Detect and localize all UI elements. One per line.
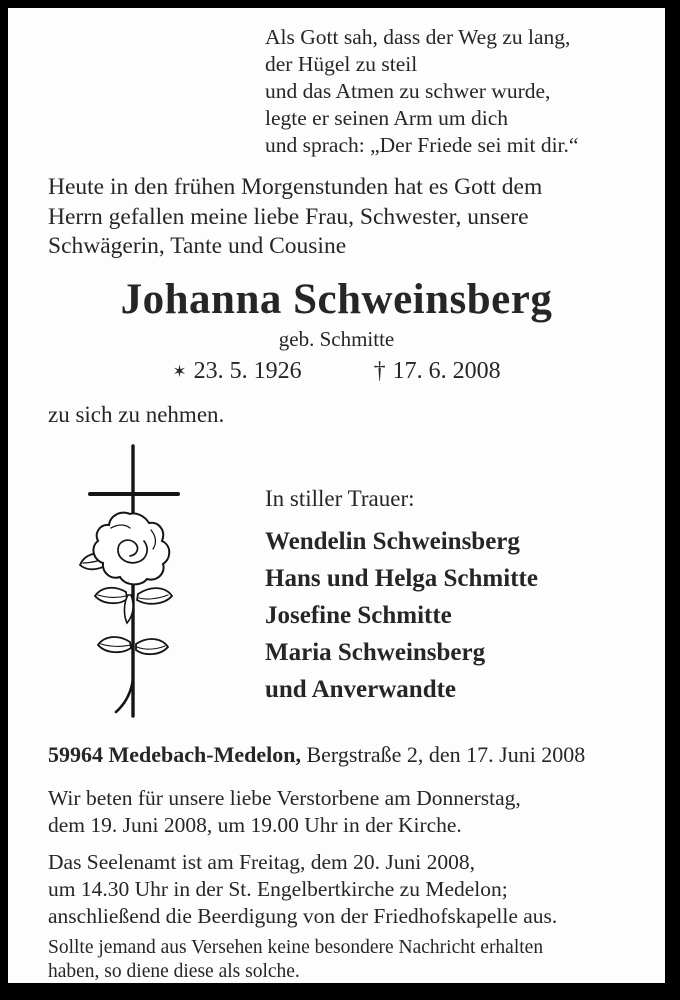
announcement-text — [48, 173, 645, 262]
mourner-name: Maria Schweinsberg — [265, 638, 486, 666]
prayer-line: Wir beten für unsere liebe Verstorbene am Donnerstag, — [48, 785, 521, 810]
notice-line: Sollte jemand aus Versehen keine besondere Nachricht erhalten — [48, 936, 544, 958]
poem-line: und sprach: „Der Friede sei mit dir.“ — [265, 133, 579, 157]
service-line: anschließend die Beerdigung von der Friedhofskapelle aus. — [48, 903, 558, 928]
service-line: um 14.30 Uhr in der St. Engelbertkirche zu Medelon; — [48, 876, 508, 901]
poem-line: Als Gott sah, dass der Weg zu lang, — [265, 25, 571, 49]
place-date-line — [48, 741, 665, 769]
announcement-line: Schwägerin, Tante und Cousine — [48, 233, 347, 259]
maiden-name: geb. Schmitte — [278, 326, 395, 351]
birth-date-value: 23. 5. 1926 — [193, 357, 302, 384]
cross-rose-icon — [78, 444, 188, 724]
taking-line: zu sich zu nehmen. — [48, 401, 225, 427]
birth-date — [172, 356, 301, 387]
death-date-value: 17. 6. 2008 — [392, 357, 501, 384]
street-date: Bergstraße 2, den 17. Juni 2008 — [300, 741, 586, 767]
announcement-line: Heute in den frühen Morgenstunden hat es Gott dem — [48, 174, 543, 200]
life-dates — [8, 356, 665, 387]
obituary-sheet — [8, 8, 665, 983]
mourners-column — [265, 485, 538, 708]
service-paragraph — [48, 849, 645, 930]
prayer-paragraph — [48, 785, 645, 839]
poem-line: und das Atmen zu schwer wurde, — [265, 79, 551, 103]
mourning-section — [8, 435, 665, 737]
mourner-name: Hans und Helga Schmitte — [265, 564, 538, 592]
mourners-list — [265, 523, 538, 708]
service-line: Das Seelenamt ist am Freitag, dem 20. Juni 2008, — [48, 849, 475, 874]
deceased-name: Johanna Schweinsberg — [120, 275, 553, 323]
notice-line: haben, so diene diese als solche. — [48, 960, 300, 982]
notice-paragraph — [48, 936, 645, 984]
birth-star-icon: ✶ — [172, 361, 187, 381]
death-date — [374, 356, 501, 387]
mourner-name: und Anverwandte — [265, 675, 457, 703]
memorial-poem — [265, 24, 665, 159]
death-cross-icon: † — [373, 357, 386, 384]
mourning-label: In stiller Trauer: — [265, 485, 415, 511]
postal-place: 59964 Medebach-Medelon, — [48, 741, 301, 767]
poem-line: legte er seinen Arm um dich — [265, 106, 508, 130]
mourner-name: Wendelin Schweinsberg — [265, 527, 520, 555]
prayer-line: dem 19. Juni 2008, um 19.00 Uhr in der Kirche. — [48, 812, 462, 837]
poem-line: der Hügel zu steil — [265, 52, 418, 76]
mourner-name: Josefine Schmitte — [265, 601, 452, 629]
announcement-line: Herrn gefallen meine liebe Frau, Schwester, unsere — [48, 203, 529, 230]
